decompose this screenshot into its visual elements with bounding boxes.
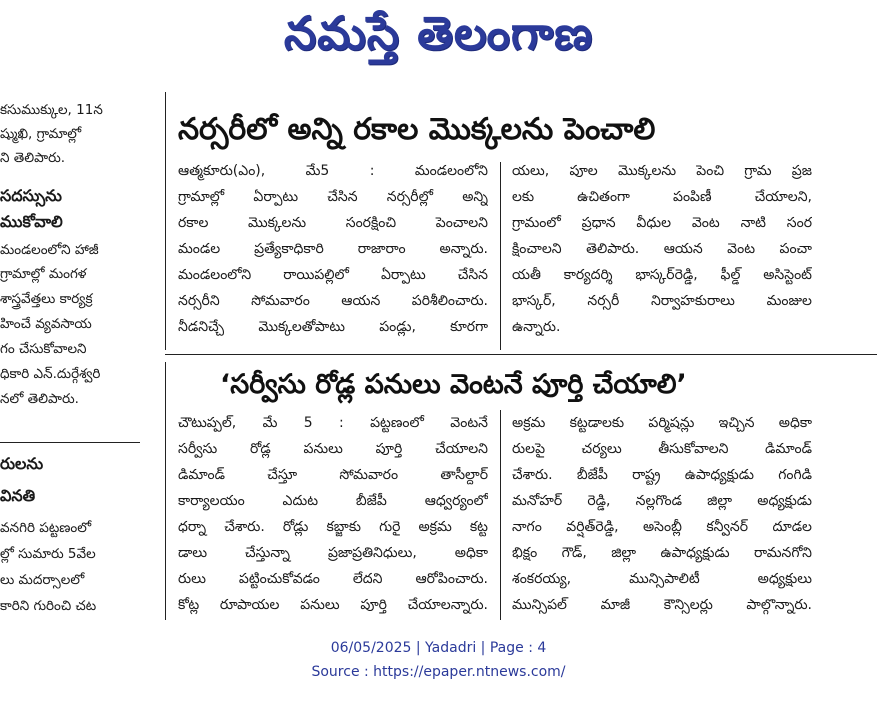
left-subheading: రులను [0,454,44,473]
left-text-line: కసుముక్కుల, 11న [0,102,103,118]
column-divider [500,162,501,350]
text-line: మనోహర్ రెడ్డి, నల్లగొండ జిల్లా అధ్యక్షుడు [512,493,812,509]
article-column [178,158,488,348]
text-line: మండలంలోని రాయిపల్లిలో ఏర్పాటు చేసిన [178,267,488,283]
left-text-line: గ్రామాల్లో మంగళ [0,266,87,282]
left-text-line: మండలంలోని హాజీ [0,242,99,258]
column-divider [500,410,501,620]
text-line: నీడనిచ్చే మొక్కలతోపాటు పండ్లు, కూరగా [178,319,488,335]
divider [0,442,140,443]
text-line: క్షించాలని తెలిపారు. ఆయన వెంట పంచా [512,241,812,257]
left-partial-column [0,92,140,620]
text-line: రులపై చర్యలు తీసుకోవాలని డిమాండ్ [512,441,812,457]
article-column [512,158,812,348]
text-line: డిమాండ్ చేస్తూ సోమవారం తాసీల్దార్ [178,467,488,483]
article-headline: ‘సర్వీసు రోడ్ల పనులు వెంటనే పూర్తి చేయాలి’ [220,369,687,400]
text-line: కార్యాలయం ఎదుట బీజేపీ ఆధ్వర్యంలో [178,493,488,509]
text-line: చౌటుప్పల్, మే 5 : పట్టణంలో వెంటనే [178,415,488,431]
article-column [512,410,812,620]
masthead-title: నమస్తే తెలంగాణ [283,6,594,60]
footer-source: Source : https://epaper.ntnews.com/ [311,664,566,680]
text-line: యలు, పూల మొక్కలను పెంచి గ్రామ ప్రజ [512,163,812,179]
left-text-line: ధికారి ఎన్.దుర్గేశ్వరి [0,366,101,382]
left-subheading: ముకోవాలి [0,212,63,231]
text-line: ధర్నా చేశారు. రోడ్లు కబ్జాకు గురై అక్రమ కట్ట [178,519,488,535]
text-line: యతీ కార్యదర్శి భాస్కర్‌రెడ్డి, ఫీల్డ్ అసిస్టెంట్ [512,267,812,283]
left-text-line: వనగిరి పట్టణంలో [0,520,92,536]
text-line: నాగం వర్షిత్‌రెడ్డి, అసెంబ్లీ కన్వీనర్ దూడల [512,519,812,535]
article-headline: నర్సరీలో అన్ని రకాల మొక్కలను పెంచాలి [178,112,656,147]
text-line: శంకరయ్య, మున్సిపాలిటీ అధ్యక్షులు [512,571,812,587]
text-line: రకాల మొక్కలను సంరక్షించి పెంచాలని [178,215,488,231]
text-line: నర్సరీని సోమవారం ఆయన పరిశీలించారు. [178,293,488,309]
text-line: డాలు చేస్తున్నా ప్రజాప్రతినిధులు, అధికా [178,545,488,561]
text-line: మున్సిపల్ మాజీ కౌన్సిలర్లు పాల్గొన్నారు. [512,597,812,613]
text-line: భాస్కర్, నర్సరీ నిర్వాహకురాలు మంజుల [512,293,812,309]
text-line: చేశారు. బీజేపీ రాష్ట్ర ఉపాధ్యక్షుడు గంగిడి [512,467,812,483]
left-text-line: ని తెలిపారు. [0,150,66,166]
left-text-line: ష్ముఖి, గ్రామాల్లో [0,126,82,142]
text-line: గ్రామంలో ప్రధాన వీధుల వెంట నాటి సంర [512,215,812,231]
left-text-line: నలో తెలిపారు. [0,391,79,407]
text-line: లకు ఉచితంగా పంపిణీ చేయాలని, [512,189,812,205]
newspaper-clipping [0,92,877,620]
column-divider [165,92,166,350]
left-text-line: శాస్త్రవేత్తలు కార్యక్ర [0,291,93,307]
article-column [178,410,488,620]
left-text-line: హించే వ్యవసాయ [0,316,92,332]
text-line: అక్రమ కట్టడాలకు పర్మిషన్లు ఇచ్చిన అధికా [512,415,812,431]
article-divider [165,354,877,355]
text-line: ఆత్మకూరు(ఎం), మే5 : మండలంలోని [178,163,488,179]
column-divider [165,362,166,620]
left-text-line: గం చేసుకోవాలని [0,341,87,357]
text-line: మండల ప్రత్యేకాధికారి రాజారాం అన్నారు. [178,241,488,257]
text-line: ఉన్నారు. [512,319,561,335]
text-line: రులు పట్టించుకోవడం లేదని ఆరోపించారు. [178,571,488,587]
left-subheading: సదస్సును [0,186,62,205]
masthead [0,0,877,78]
left-text-line: ల్లో సుమారు 5వేల [0,546,96,562]
left-subheading: వినతి [0,486,36,505]
text-line: సర్వీసు రోడ్ల పనులు పూర్తి చేయాలని [178,441,488,457]
footer-date-edition: 06/05/2025 | Yadadri | Page : 4 [330,640,547,656]
text-line: గ్రామాల్లో ఏర్పాటు చేసిన నర్సరీల్లో అన్ని [178,189,488,205]
text-line: భిక్షం గౌడ్, జిల్లా ఉపాధ్యక్షుడు రామనగోని [512,545,812,561]
text-line: కోట్ల రూపాయల పనులు పూర్తి చేయాలన్నారు. [178,597,488,613]
left-text-line: కారిని గురించి చట [0,598,97,614]
left-text-line: లు మదర్సాలలో [0,572,85,588]
